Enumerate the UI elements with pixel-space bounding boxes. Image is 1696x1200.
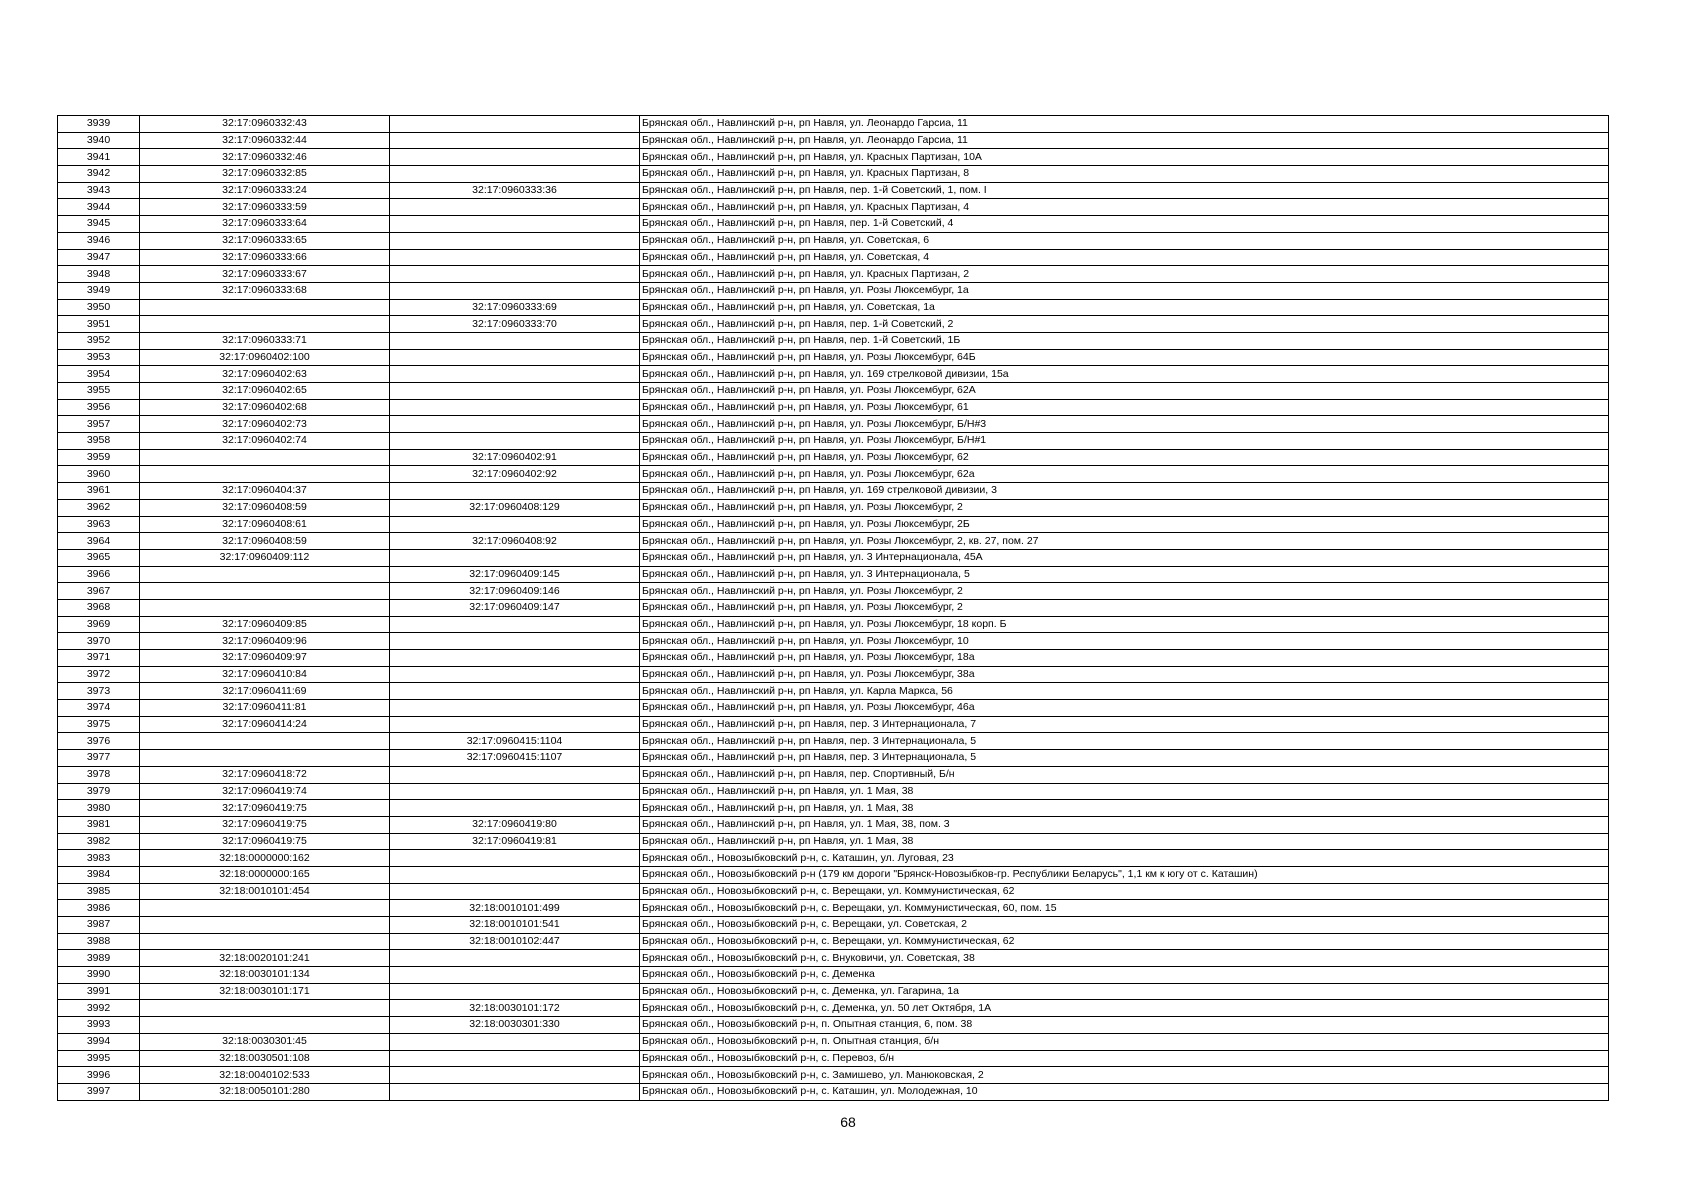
row-number-cell: 3978 bbox=[58, 766, 140, 783]
table-row bbox=[58, 549, 1609, 566]
address-cell: Брянская обл., Навлинский р-н, рп Навля, ул. Красных Партизан, 4 bbox=[640, 199, 1609, 216]
cadastral-number-cell: 32:18:0040102:533 bbox=[140, 1067, 390, 1084]
related-cadastral-number-cell bbox=[390, 416, 640, 433]
cadastral-number-cell bbox=[140, 299, 390, 316]
address-cell: Брянская обл., Навлинский р-н, рп Навля, пер. 1-й Советский, 4 bbox=[640, 216, 1609, 233]
table-row bbox=[58, 616, 1609, 633]
cadastral-number-cell: 32:18:0000000:165 bbox=[140, 866, 390, 883]
address-cell: Брянская обл., Навлинский р-н, рп Навля, пер. Спортивный, Б/н bbox=[640, 766, 1609, 783]
cadastral-number-cell: 32:17:0960332:44 bbox=[140, 132, 390, 149]
row-number-cell: 3956 bbox=[58, 399, 140, 416]
related-cadastral-number-cell bbox=[390, 633, 640, 650]
address-cell: Брянская обл., Навлинский р-н, рп Навля, ул. Розы Люксембург, 38а bbox=[640, 666, 1609, 683]
address-cell: Брянская обл., Новозыбковский р-н, с. Верещаки, ул. Коммунистическая, 60, пом. 15 bbox=[640, 900, 1609, 917]
row-number-cell: 3968 bbox=[58, 599, 140, 616]
cadastral-number-cell: 32:18:0020101:241 bbox=[140, 950, 390, 967]
address-cell: Брянская обл., Навлинский р-н, рп Навля, ул. Розы Люксембург, 2 bbox=[640, 499, 1609, 516]
related-cadastral-number-cell bbox=[390, 549, 640, 566]
row-number-cell: 3965 bbox=[58, 549, 140, 566]
table-row bbox=[58, 700, 1609, 717]
row-number-cell: 3939 bbox=[58, 116, 140, 133]
address-cell: Брянская обл., Навлинский р-н, рп Навля, ул. 1 Мая, 38 bbox=[640, 783, 1609, 800]
cadastral-number-cell bbox=[140, 1017, 390, 1034]
related-cadastral-number-cell bbox=[390, 666, 640, 683]
table-row bbox=[58, 633, 1609, 650]
cadastral-number-cell: 32:17:0960332:85 bbox=[140, 166, 390, 183]
table-row bbox=[58, 316, 1609, 333]
table-row bbox=[58, 366, 1609, 383]
address-cell: Брянская обл., Навлинский р-н, рп Навля, ул. Розы Люксембург, Б/Н#1 bbox=[640, 433, 1609, 450]
related-cadastral-number-cell: 32:17:0960409:147 bbox=[390, 599, 640, 616]
address-cell: Брянская обл., Навлинский р-н, рп Навля, ул. Красных Партизан, 8 bbox=[640, 166, 1609, 183]
related-cadastral-number-cell: 32:18:0010101:541 bbox=[390, 917, 640, 934]
related-cadastral-number-cell bbox=[390, 516, 640, 533]
cadastral-number-cell: 32:17:0960409:96 bbox=[140, 633, 390, 650]
related-cadastral-number-cell bbox=[390, 232, 640, 249]
row-number-cell: 3957 bbox=[58, 416, 140, 433]
address-cell: Брянская обл., Навлинский р-н, рп Навля, ул. Розы Люксембург, 2 bbox=[640, 599, 1609, 616]
related-cadastral-number-cell bbox=[390, 332, 640, 349]
related-cadastral-number-cell: 32:17:0960409:146 bbox=[390, 583, 640, 600]
table-row bbox=[58, 166, 1609, 183]
cadastral-number-cell: 32:17:0960411:69 bbox=[140, 683, 390, 700]
table-row bbox=[58, 900, 1609, 917]
address-cell: Брянская обл., Новозыбковский р-н, с. Деменка, ул. Гагарина, 1а bbox=[640, 983, 1609, 1000]
table-row bbox=[58, 816, 1609, 833]
row-number-cell: 3962 bbox=[58, 499, 140, 516]
table-row bbox=[58, 1033, 1609, 1050]
address-cell: Брянская обл., Навлинский р-н, рп Навля, ул. 1 Мая, 38, пом. 3 bbox=[640, 816, 1609, 833]
row-number-cell: 3976 bbox=[58, 733, 140, 750]
related-cadastral-number-cell: 32:17:0960402:92 bbox=[390, 466, 640, 483]
table-row bbox=[58, 883, 1609, 900]
row-number-cell: 3991 bbox=[58, 983, 140, 1000]
table-row bbox=[58, 299, 1609, 316]
related-cadastral-number-cell bbox=[390, 1033, 640, 1050]
related-cadastral-number-cell bbox=[390, 716, 640, 733]
cadastral-number-cell bbox=[140, 466, 390, 483]
row-number-cell: 3979 bbox=[58, 783, 140, 800]
cadastral-number-cell: 32:17:0960402:100 bbox=[140, 349, 390, 366]
related-cadastral-number-cell bbox=[390, 349, 640, 366]
address-cell: Брянская обл., Навлинский р-н, рп Навля, ул. 169 стрелковой дивизии, 3 bbox=[640, 483, 1609, 500]
row-number-cell: 3971 bbox=[58, 650, 140, 667]
row-number-cell: 3947 bbox=[58, 249, 140, 266]
table-row bbox=[58, 650, 1609, 667]
row-number-cell: 3994 bbox=[58, 1033, 140, 1050]
related-cadastral-number-cell: 32:17:0960409:145 bbox=[390, 566, 640, 583]
address-cell: Брянская обл., Навлинский р-н, рп Навля, ул. Розы Люксембург, 18а bbox=[640, 650, 1609, 667]
related-cadastral-number-cell bbox=[390, 116, 640, 133]
address-cell: Брянская обл., Новозыбковский р-н, с. Внуковичи, ул. Советская, 38 bbox=[640, 950, 1609, 967]
row-number-cell: 3950 bbox=[58, 299, 140, 316]
row-number-cell: 3949 bbox=[58, 282, 140, 299]
cadastral-number-cell bbox=[140, 900, 390, 917]
table-row bbox=[58, 983, 1609, 1000]
related-cadastral-number-cell: 32:17:0960419:80 bbox=[390, 816, 640, 833]
related-cadastral-number-cell bbox=[390, 967, 640, 984]
row-number-cell: 3972 bbox=[58, 666, 140, 683]
address-cell: Брянская обл., Новозыбковский р-н (179 км дороги "Брянск-Новозыбков-гр. Республики Беларусь", 1,1 км к югу от с. Каташин) bbox=[640, 866, 1609, 883]
address-cell: Брянская обл., Навлинский р-н, рп Навля, ул. Леонардо Гарсиа, 11 bbox=[640, 116, 1609, 133]
cadastral-number-cell bbox=[140, 316, 390, 333]
related-cadastral-number-cell bbox=[390, 433, 640, 450]
address-cell: Брянская обл., Навлинский р-н, рп Навля, пер. 3 Интернационала, 5 bbox=[640, 750, 1609, 767]
cadastral-number-cell: 32:17:0960419:75 bbox=[140, 833, 390, 850]
address-cell: Брянская обл., Навлинский р-н, рп Навля, ул. 169 стрелковой дивизии, 15а bbox=[640, 366, 1609, 383]
row-number-cell: 3963 bbox=[58, 516, 140, 533]
table-row bbox=[58, 199, 1609, 216]
related-cadastral-number-cell: 32:17:0960402:91 bbox=[390, 449, 640, 466]
cadastral-number-cell: 32:18:0050101:280 bbox=[140, 1083, 390, 1100]
table-row bbox=[58, 750, 1609, 767]
row-number-cell: 3990 bbox=[58, 967, 140, 984]
address-cell: Брянская обл., Навлинский р-н, рп Навля, ул. Советская, 6 bbox=[640, 232, 1609, 249]
row-number-cell: 3969 bbox=[58, 616, 140, 633]
table-row bbox=[58, 433, 1609, 450]
related-cadastral-number-cell bbox=[390, 199, 640, 216]
row-number-cell: 3967 bbox=[58, 583, 140, 600]
cadastral-number-cell bbox=[140, 1000, 390, 1017]
cadastral-number-cell: 32:17:0960411:81 bbox=[140, 700, 390, 717]
cadastral-number-cell: 32:17:0960410:84 bbox=[140, 666, 390, 683]
row-number-cell: 3995 bbox=[58, 1050, 140, 1067]
related-cadastral-number-cell bbox=[390, 866, 640, 883]
table-row bbox=[58, 149, 1609, 166]
row-number-cell: 3996 bbox=[58, 1067, 140, 1084]
address-cell: Брянская обл., Навлинский р-н, рп Навля, ул. Розы Люксембург, 2Б bbox=[640, 516, 1609, 533]
table-row bbox=[58, 950, 1609, 967]
row-number-cell: 3945 bbox=[58, 216, 140, 233]
cadastral-number-cell: 32:17:0960333:64 bbox=[140, 216, 390, 233]
cadastral-number-cell bbox=[140, 583, 390, 600]
table-row bbox=[58, 349, 1609, 366]
address-cell: Брянская обл., Навлинский р-н, рп Навля, пер. 1-й Советский, 1, пом. I bbox=[640, 182, 1609, 199]
related-cadastral-number-cell bbox=[390, 1050, 640, 1067]
cadastral-number-cell bbox=[140, 750, 390, 767]
table-row bbox=[58, 800, 1609, 817]
table-row bbox=[58, 1000, 1609, 1017]
cadastral-number-cell: 32:17:0960418:72 bbox=[140, 766, 390, 783]
page-number: 68 bbox=[840, 1114, 856, 1130]
cadastral-number-cell: 32:18:0030101:134 bbox=[140, 967, 390, 984]
cadastral-number-cell: 32:17:0960333:59 bbox=[140, 199, 390, 216]
table-row bbox=[58, 1050, 1609, 1067]
address-cell: Брянская обл., Навлинский р-н, рп Навля, ул. Розы Люксембург, 64Б bbox=[640, 349, 1609, 366]
cadastral-number-cell: 32:18:0030501:108 bbox=[140, 1050, 390, 1067]
table-row bbox=[58, 683, 1609, 700]
related-cadastral-number-cell: 32:18:0030101:172 bbox=[390, 1000, 640, 1017]
related-cadastral-number-cell: 32:17:0960408:92 bbox=[390, 533, 640, 550]
row-number-cell: 3948 bbox=[58, 266, 140, 283]
related-cadastral-number-cell bbox=[390, 282, 640, 299]
table-row bbox=[58, 533, 1609, 550]
table-row bbox=[58, 116, 1609, 133]
row-number-cell: 3989 bbox=[58, 950, 140, 967]
related-cadastral-number-cell bbox=[390, 383, 640, 400]
related-cadastral-number-cell bbox=[390, 1083, 640, 1100]
address-cell: Брянская обл., Новозыбковский р-н, с. Перевоз, б/н bbox=[640, 1050, 1609, 1067]
related-cadastral-number-cell: 32:18:0010101:499 bbox=[390, 900, 640, 917]
row-number-cell: 3982 bbox=[58, 833, 140, 850]
address-cell: Брянская обл., Новозыбковский р-н, с. Деменка, ул. 50 лет Октября, 1А bbox=[640, 1000, 1609, 1017]
related-cadastral-number-cell: 32:17:0960408:129 bbox=[390, 499, 640, 516]
related-cadastral-number-cell: 32:17:0960419:81 bbox=[390, 833, 640, 850]
cadastral-number-cell bbox=[140, 933, 390, 950]
table-row bbox=[58, 132, 1609, 149]
row-number-cell: 3942 bbox=[58, 166, 140, 183]
address-cell: Брянская обл., Навлинский р-н, рп Навля, ул. 3 Интернационала, 45А bbox=[640, 549, 1609, 566]
table-row bbox=[58, 383, 1609, 400]
table-row bbox=[58, 783, 1609, 800]
row-number-cell: 3984 bbox=[58, 866, 140, 883]
address-cell: Брянская обл., Навлинский р-н, рп Навля, пер. 1-й Советский, 1Б bbox=[640, 332, 1609, 349]
property-table bbox=[57, 115, 1609, 1101]
table-row bbox=[58, 332, 1609, 349]
cadastral-number-cell: 32:17:0960402:63 bbox=[140, 366, 390, 383]
cadastral-number-cell: 32:17:0960404:37 bbox=[140, 483, 390, 500]
related-cadastral-number-cell bbox=[390, 650, 640, 667]
cadastral-number-cell bbox=[140, 599, 390, 616]
cadastral-number-cell: 32:17:0960408:61 bbox=[140, 516, 390, 533]
related-cadastral-number-cell bbox=[390, 1067, 640, 1084]
cadastral-number-cell: 32:17:0960419:74 bbox=[140, 783, 390, 800]
table-row bbox=[58, 232, 1609, 249]
related-cadastral-number-cell bbox=[390, 883, 640, 900]
related-cadastral-number-cell bbox=[390, 216, 640, 233]
address-cell: Брянская обл., Новозыбковский р-н, с. Верещаки, ул. Коммунистическая, 62 bbox=[640, 883, 1609, 900]
cadastral-number-cell: 32:17:0960409:97 bbox=[140, 650, 390, 667]
row-number-cell: 3970 bbox=[58, 633, 140, 650]
address-cell: Брянская обл., Навлинский р-н, рп Навля, ул. Розы Люксембург, 10 bbox=[640, 633, 1609, 650]
related-cadastral-number-cell bbox=[390, 149, 640, 166]
address-cell: Брянская обл., Навлинский р-н, рп Навля, ул. Розы Люксембург, 62А bbox=[640, 383, 1609, 400]
related-cadastral-number-cell bbox=[390, 800, 640, 817]
row-number-cell: 3974 bbox=[58, 700, 140, 717]
related-cadastral-number-cell: 32:17:0960415:1104 bbox=[390, 733, 640, 750]
related-cadastral-number-cell bbox=[390, 683, 640, 700]
table-row bbox=[58, 516, 1609, 533]
row-number-cell: 3987 bbox=[58, 917, 140, 934]
row-number-cell: 3952 bbox=[58, 332, 140, 349]
cadastral-number-cell: 32:17:0960402:73 bbox=[140, 416, 390, 433]
address-cell: Брянская обл., Навлинский р-н, рп Навля, ул. 3 Интернационала, 5 bbox=[640, 566, 1609, 583]
cadastral-number-cell: 32:17:0960409:85 bbox=[140, 616, 390, 633]
row-number-cell: 3959 bbox=[58, 449, 140, 466]
address-cell: Брянская обл., Навлинский р-н, рп Навля, ул. Розы Люксембург, 1а bbox=[640, 282, 1609, 299]
row-number-cell: 3988 bbox=[58, 933, 140, 950]
related-cadastral-number-cell bbox=[390, 616, 640, 633]
table-row bbox=[58, 466, 1609, 483]
address-cell: Брянская обл., Навлинский р-н, рп Навля, ул. Советская, 1а bbox=[640, 299, 1609, 316]
table-row bbox=[58, 917, 1609, 934]
row-number-cell: 3940 bbox=[58, 132, 140, 149]
cadastral-number-cell bbox=[140, 566, 390, 583]
table-row bbox=[58, 282, 1609, 299]
cadastral-number-cell: 32:17:0960409:112 bbox=[140, 549, 390, 566]
table-row bbox=[58, 399, 1609, 416]
table-row bbox=[58, 766, 1609, 783]
related-cadastral-number-cell bbox=[390, 249, 640, 266]
table-row bbox=[58, 483, 1609, 500]
table-row bbox=[58, 850, 1609, 867]
row-number-cell: 3980 bbox=[58, 800, 140, 817]
address-cell: Брянская обл., Навлинский р-н, рп Навля, ул. Розы Люксембург, 18 корп. Б bbox=[640, 616, 1609, 633]
cadastral-number-cell: 32:17:0960408:59 bbox=[140, 533, 390, 550]
table-row bbox=[58, 733, 1609, 750]
related-cadastral-number-cell: 32:17:0960415:1107 bbox=[390, 750, 640, 767]
address-cell: Брянская обл., Новозыбковский р-н, с. Верещаки, ул. Советская, 2 bbox=[640, 917, 1609, 934]
cadastral-number-cell: 32:18:0010101:454 bbox=[140, 883, 390, 900]
address-cell: Брянская обл., Новозыбковский р-н, с. Замишево, ул. Манюковская, 2 bbox=[640, 1067, 1609, 1084]
row-number-cell: 3985 bbox=[58, 883, 140, 900]
row-number-cell: 3943 bbox=[58, 182, 140, 199]
related-cadastral-number-cell bbox=[390, 366, 640, 383]
row-number-cell: 3983 bbox=[58, 850, 140, 867]
address-cell: Брянская обл., Навлинский р-н, рп Навля, ул. Розы Люксембург, 46а bbox=[640, 700, 1609, 717]
address-cell: Брянская обл., Навлинский р-н, рп Навля, ул. Советская, 4 bbox=[640, 249, 1609, 266]
address-cell: Брянская обл., Навлинский р-н, рп Навля, ул. Розы Люксембург, 62 bbox=[640, 449, 1609, 466]
table-row bbox=[58, 716, 1609, 733]
table-row bbox=[58, 599, 1609, 616]
address-cell: Брянская обл., Навлинский р-н, рп Навля, ул. Розы Люксембург, 2 bbox=[640, 583, 1609, 600]
table-row bbox=[58, 833, 1609, 850]
row-number-cell: 3941 bbox=[58, 149, 140, 166]
cadastral-number-cell: 32:17:0960408:59 bbox=[140, 499, 390, 516]
row-number-cell: 3960 bbox=[58, 466, 140, 483]
related-cadastral-number-cell bbox=[390, 266, 640, 283]
table-row bbox=[58, 449, 1609, 466]
row-number-cell: 3951 bbox=[58, 316, 140, 333]
related-cadastral-number-cell bbox=[390, 766, 640, 783]
row-number-cell: 3961 bbox=[58, 483, 140, 500]
row-number-cell: 3977 bbox=[58, 750, 140, 767]
row-number-cell: 3975 bbox=[58, 716, 140, 733]
related-cadastral-number-cell bbox=[390, 132, 640, 149]
table-row bbox=[58, 1017, 1609, 1034]
related-cadastral-number-cell: 32:17:0960333:36 bbox=[390, 182, 640, 199]
address-cell: Брянская обл., Навлинский р-н, рп Навля, ул. 1 Мая, 38 bbox=[640, 800, 1609, 817]
address-cell: Брянская обл., Новозыбковский р-н, с. Деменка bbox=[640, 967, 1609, 984]
row-number-cell: 3981 bbox=[58, 816, 140, 833]
related-cadastral-number-cell bbox=[390, 950, 640, 967]
related-cadastral-number-cell bbox=[390, 166, 640, 183]
cadastral-number-cell: 32:17:0960402:74 bbox=[140, 433, 390, 450]
cadastral-number-cell bbox=[140, 733, 390, 750]
cadastral-number-cell: 32:17:0960332:46 bbox=[140, 149, 390, 166]
address-cell: Брянская обл., Навлинский р-н, рп Навля, пер. 3 Интернационала, 7 bbox=[640, 716, 1609, 733]
cadastral-number-cell: 32:17:0960332:43 bbox=[140, 116, 390, 133]
related-cadastral-number-cell: 32:18:0010102:447 bbox=[390, 933, 640, 950]
address-cell: Брянская обл., Навлинский р-н, рп Навля, ул. Красных Партизан, 10А bbox=[640, 149, 1609, 166]
address-cell: Брянская обл., Навлинский р-н, рп Навля, ул. Розы Люксембург, 2, кв. 27, пом. 27 bbox=[640, 533, 1609, 550]
table-row bbox=[58, 266, 1609, 283]
table-row bbox=[58, 866, 1609, 883]
table-row bbox=[58, 249, 1609, 266]
table-row bbox=[58, 216, 1609, 233]
address-cell: Брянская обл., Навлинский р-н, рп Навля, ул. 1 Мая, 38 bbox=[640, 833, 1609, 850]
row-number-cell: 3958 bbox=[58, 433, 140, 450]
cadastral-number-cell: 32:17:0960333:66 bbox=[140, 249, 390, 266]
related-cadastral-number-cell bbox=[390, 983, 640, 1000]
row-number-cell: 3992 bbox=[58, 1000, 140, 1017]
cadastral-number-cell: 32:17:0960333:67 bbox=[140, 266, 390, 283]
cadastral-number-cell: 32:17:0960402:65 bbox=[140, 383, 390, 400]
related-cadastral-number-cell bbox=[390, 399, 640, 416]
related-cadastral-number-cell bbox=[390, 700, 640, 717]
table-row bbox=[58, 416, 1609, 433]
row-number-cell: 3954 bbox=[58, 366, 140, 383]
cadastral-number-cell: 32:17:0960333:24 bbox=[140, 182, 390, 199]
row-number-cell: 3953 bbox=[58, 349, 140, 366]
table-row bbox=[58, 182, 1609, 199]
cadastral-number-cell: 32:17:0960333:68 bbox=[140, 282, 390, 299]
related-cadastral-number-cell bbox=[390, 850, 640, 867]
cadastral-number-cell: 32:17:0960333:65 bbox=[140, 232, 390, 249]
address-cell: Брянская обл., Навлинский р-н, рп Навля, ул. Красных Партизан, 2 bbox=[640, 266, 1609, 283]
row-number-cell: 3997 bbox=[58, 1083, 140, 1100]
cadastral-number-cell: 32:17:0960333:71 bbox=[140, 332, 390, 349]
address-cell: Брянская обл., Навлинский р-н, рп Навля, ул. Леонардо Гарсиа, 11 bbox=[640, 132, 1609, 149]
cadastral-number-cell bbox=[140, 917, 390, 934]
table-row bbox=[58, 499, 1609, 516]
related-cadastral-number-cell bbox=[390, 483, 640, 500]
related-cadastral-number-cell bbox=[390, 783, 640, 800]
address-cell: Брянская обл., Навлинский р-н, рп Навля, ул. Розы Люксембург, Б/Н#3 bbox=[640, 416, 1609, 433]
row-number-cell: 3944 bbox=[58, 199, 140, 216]
row-number-cell: 3955 bbox=[58, 383, 140, 400]
table-row bbox=[58, 967, 1609, 984]
row-number-cell: 3964 bbox=[58, 533, 140, 550]
address-cell: Брянская обл., Новозыбковский р-н, п. Опытная станция, 6, пом. 38 bbox=[640, 1017, 1609, 1034]
cadastral-number-cell: 32:17:0960419:75 bbox=[140, 800, 390, 817]
address-cell: Брянская обл., Навлинский р-н, рп Навля, пер. 3 Интернационала, 5 bbox=[640, 733, 1609, 750]
cadastral-number-cell: 32:17:0960402:68 bbox=[140, 399, 390, 416]
address-cell: Брянская обл., Навлинский р-н, рп Навля, пер. 1-й Советский, 2 bbox=[640, 316, 1609, 333]
related-cadastral-number-cell: 32:18:0030301:330 bbox=[390, 1017, 640, 1034]
cadastral-number-cell: 32:18:0030101:171 bbox=[140, 983, 390, 1000]
address-cell: Брянская обл., Новозыбковский р-н, с. Каташин, ул. Луговая, 23 bbox=[640, 850, 1609, 867]
cadastral-number-cell: 32:18:0000000:162 bbox=[140, 850, 390, 867]
table-row bbox=[58, 1083, 1609, 1100]
address-cell: Брянская обл., Навлинский р-н, рп Навля, ул. Карла Маркса, 56 bbox=[640, 683, 1609, 700]
table-row bbox=[58, 666, 1609, 683]
row-number-cell: 3986 bbox=[58, 900, 140, 917]
table-row bbox=[58, 566, 1609, 583]
cadastral-number-cell: 32:17:0960419:75 bbox=[140, 816, 390, 833]
address-cell: Брянская обл., Новозыбковский р-н, с. Верещаки, ул. Коммунистическая, 62 bbox=[640, 933, 1609, 950]
related-cadastral-number-cell: 32:17:0960333:70 bbox=[390, 316, 640, 333]
related-cadastral-number-cell: 32:17:0960333:69 bbox=[390, 299, 640, 316]
table-row bbox=[58, 1067, 1609, 1084]
cadastral-number-cell: 32:18:0030301:45 bbox=[140, 1033, 390, 1050]
address-cell: Брянская обл., Навлинский р-н, рп Навля, ул. Розы Люксембург, 61 bbox=[640, 399, 1609, 416]
table-row bbox=[58, 583, 1609, 600]
row-number-cell: 3973 bbox=[58, 683, 140, 700]
address-cell: Брянская обл., Навлинский р-н, рп Навля, ул. Розы Люксембург, 62а bbox=[640, 466, 1609, 483]
row-number-cell: 3946 bbox=[58, 232, 140, 249]
table-row bbox=[58, 933, 1609, 950]
address-cell: Брянская обл., Новозыбковский р-н, с. Каташин, ул. Молодежная, 10 bbox=[640, 1083, 1609, 1100]
cadastral-number-cell bbox=[140, 449, 390, 466]
row-number-cell: 3993 bbox=[58, 1017, 140, 1034]
address-cell: Брянская обл., Новозыбковский р-н, п. Опытная станция, б/н bbox=[640, 1033, 1609, 1050]
cadastral-number-cell: 32:17:0960414:24 bbox=[140, 716, 390, 733]
row-number-cell: 3966 bbox=[58, 566, 140, 583]
